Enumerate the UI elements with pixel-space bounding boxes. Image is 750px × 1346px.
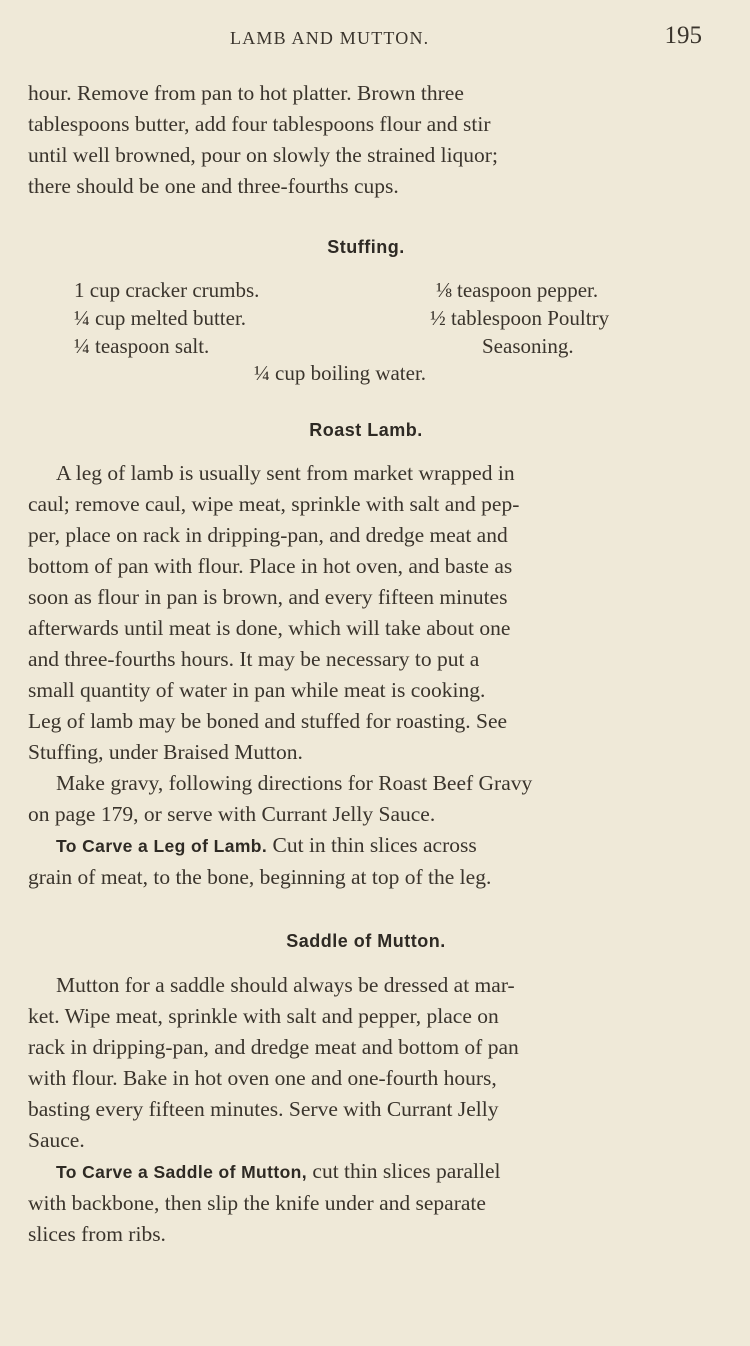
saddle-paragraph xyxy=(28,970,704,1250)
ingredient: ⅛ teaspoon pepper. xyxy=(436,278,599,302)
text-line: until well browned, pour on slowly the strained liquor; xyxy=(28,143,498,167)
page-number: 195 xyxy=(664,22,702,49)
text-line: caul; remove caul, wipe meat, sprinkle with salt and pep- xyxy=(28,492,520,516)
text-line: afterwards until meat is done, which will take about one xyxy=(28,616,511,640)
roast-lamb-heading: Roast Lamb. xyxy=(309,420,423,440)
ingredient: 1 cup cracker crumbs. xyxy=(74,278,260,302)
carve-text: cut thin slices parallel xyxy=(307,1159,501,1183)
ingredient: ¼ teaspoon salt. xyxy=(74,334,210,358)
text-line: soon as flour in pan is brown, and every fifteen minutes xyxy=(28,585,508,609)
text-line: with backbone, then slip the knife under and separate xyxy=(28,1191,486,1215)
text-line: with flour. Bake in hot oven one and one-fourth hours, xyxy=(28,1066,497,1090)
text-line: grain of meat, to the bone, beginning at top of the leg. xyxy=(28,865,492,889)
carve-text: Cut in thin slices across xyxy=(267,833,477,857)
ingredient: ¼ cup melted butter. xyxy=(74,306,247,330)
text-line: small quantity of water in pan while meat is cooking. xyxy=(28,678,486,702)
stuffing-heading: Stuffing. xyxy=(327,237,405,257)
text-line: slices from ribs. xyxy=(28,1222,166,1246)
carve-label: To Carve a Leg of Lamb. xyxy=(56,836,268,856)
text-line: tablespoons butter, add four tablespoons flour and stir xyxy=(28,112,491,136)
text-line: Make gravy, following directions for Roast Beef Gravy xyxy=(56,771,533,795)
text-line: Stuffing, under Braised Mutton. xyxy=(28,740,303,764)
text-line: rack in dripping-pan, and dredge meat and bottom of pan xyxy=(28,1035,519,1059)
text-line: there should be one and three-fourths cups. xyxy=(28,174,399,198)
carve-instruction xyxy=(28,830,704,862)
text-line: per, place on rack in dripping-pan, and dredge meat and xyxy=(28,523,508,547)
text-line: Mutton for a saddle should always be dressed at mar- xyxy=(56,973,515,997)
ingredient: ¼ cup boiling water. xyxy=(254,361,427,385)
ingredient: Seasoning. xyxy=(482,334,574,358)
text-line: hour. Remove from pan to hot platter. Brown three xyxy=(28,81,464,105)
text-line: and three-fourths hours. It may be necessary to put a xyxy=(28,647,480,671)
roast-lamb-paragraph xyxy=(28,458,704,893)
text-line: bottom of pan with flour. Place in hot oven, and baste as xyxy=(28,554,513,578)
text-line: Sauce. xyxy=(28,1128,85,1152)
text-line: basting every fifteen minutes. Serve with Currant Jelly xyxy=(28,1097,499,1121)
ingredient: ½ tablespoon Poultry xyxy=(430,306,610,330)
text-line: A leg of lamb is usually sent from market wrapped in xyxy=(56,461,515,485)
intro-paragraph xyxy=(28,78,704,202)
saddle-heading: Saddle of Mutton. xyxy=(286,931,446,951)
text-line: Leg of lamb may be boned and stuffed for roasting. See xyxy=(28,709,508,733)
chapter-title: LAMB AND MUTTON. xyxy=(230,28,430,48)
carve-label: To Carve a Saddle of Mutton, xyxy=(56,1162,308,1182)
carve-instruction xyxy=(28,1156,704,1188)
text-line: on page 179, or serve with Currant Jelly Sauce. xyxy=(28,802,436,826)
text-line: ket. Wipe meat, sprinkle with salt and pepper, place on xyxy=(28,1004,499,1028)
running-head xyxy=(28,22,704,52)
